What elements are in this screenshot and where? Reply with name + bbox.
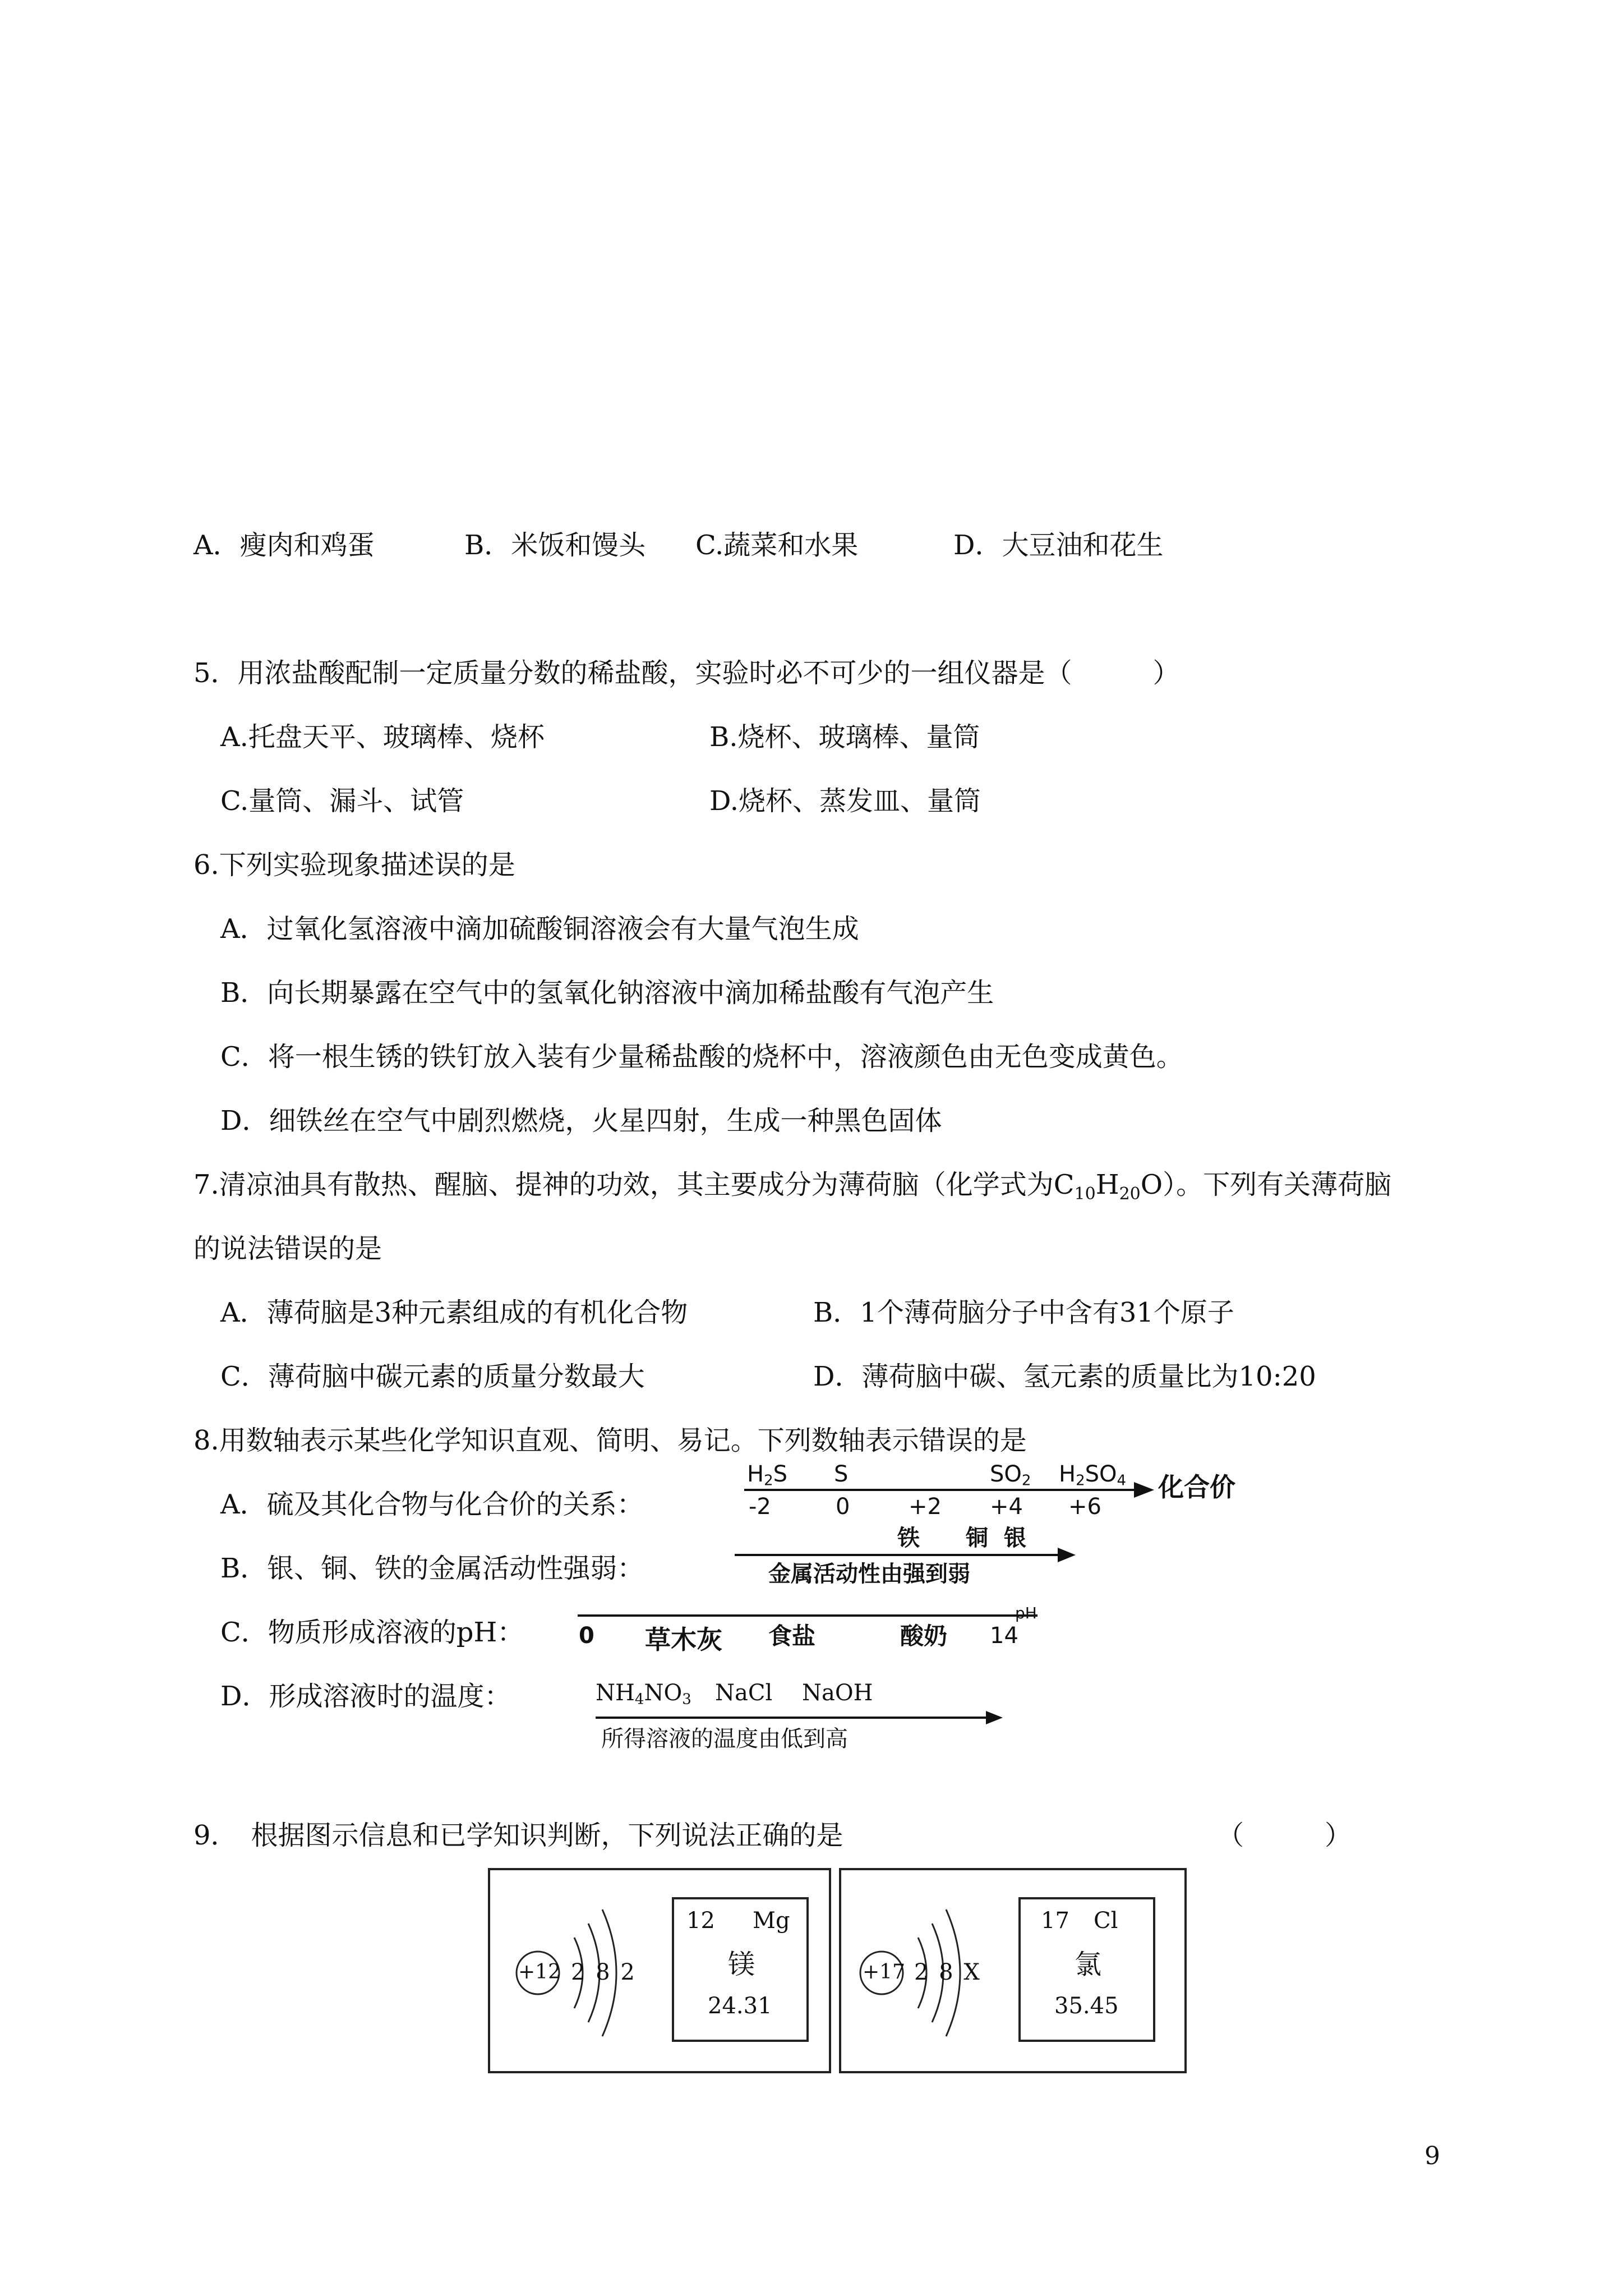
q7-option-c: C．薄荷脑中碳元素的质量分数最大 — [220, 1361, 645, 1392]
q8-option-c: C．物质形成溶液的pH： — [220, 1617, 524, 1648]
mg-figure — [488, 1868, 831, 2073]
q6-option-b: B．向长期暴露在空气中的氢氧化钠溶液中滴加稀盐酸有气泡产生 — [220, 977, 994, 1009]
cl-electron-shells: 2 8 X — [914, 1959, 980, 1985]
axis-b-line — [735, 1554, 1060, 1556]
axis-b-metal-fe: 铁 — [897, 1525, 920, 1551]
cl-element-card — [1018, 1897, 1155, 2042]
q7-stem-line2: 的说法错误的是 — [193, 1233, 382, 1264]
axis-d-line — [596, 1717, 988, 1719]
axis-c-item-salt: 食盐 — [768, 1622, 816, 1650]
axis-a-label: 化合价 — [1158, 1472, 1235, 1502]
q5-option-b: B.烧杯、玻璃棒、量筒 — [709, 721, 980, 753]
axis-b-arrowhead — [1058, 1548, 1076, 1562]
axis-a-arrowhead — [1134, 1482, 1154, 1498]
axis-d-arrowhead — [986, 1711, 1003, 1724]
axis-a-h2s: H2S — [747, 1461, 788, 1489]
axis-c-item-yogurt: 酸奶 — [900, 1622, 948, 1650]
q9-stem: 9． 根据图示信息和已学知识判断，下列说法正确的是 — [193, 1820, 843, 1851]
axis-b-label: 金属活动性由强到弱 — [768, 1561, 970, 1587]
mg-atomic-mass: 24.31 — [708, 1993, 772, 2019]
q7-stem: 7.清凉油具有散热、醒脑、提神的功效，其主要成分为薄荷脑（化学式为$C_{10}H_{20}O$）。下列有关薄荷脑 — [193, 1169, 1392, 1204]
q6-stem: 6.下列实验现象描述误的是 — [193, 849, 515, 881]
mg-symbol: Mg — [753, 1908, 790, 1934]
cl-atomic-mass: 35.45 — [1054, 1993, 1119, 2019]
q7-option-a: A．薄荷脑是3种元素组成的有机化合物 — [220, 1297, 688, 1328]
axis-a-num-2: +2 — [909, 1494, 942, 1520]
axis-a-s: S — [834, 1461, 849, 1487]
mg-element-card — [672, 1897, 809, 2042]
q8-stem: 8.用数轴表示某些化学知识直观、简明、易记。下列数轴表示错误的是 — [193, 1425, 1027, 1456]
cl-figure — [839, 1868, 1187, 2073]
q5-option-d: D.烧杯、蒸发皿、量筒 — [709, 785, 981, 817]
q9-answer-paren: （ ） — [1217, 1820, 1352, 1851]
page-number: 9 — [1424, 2142, 1440, 2170]
axis-b-metal-cu: 铜 — [966, 1525, 988, 1551]
axis-a-so2: SO2 — [990, 1461, 1031, 1489]
axis-d-item-nacl: NaCl — [715, 1680, 773, 1706]
axis-a-line — [744, 1489, 1137, 1491]
cl-nucleus-charge: +17 — [863, 1961, 905, 1984]
q5-option-c: C.量筒、漏斗、试管 — [220, 785, 464, 817]
axis-a-num-neg2: -2 — [749, 1494, 771, 1520]
axis-a-num-4: +4 — [990, 1494, 1023, 1520]
mg-electron-shells: 2 8 2 — [571, 1959, 635, 1985]
axis-a-num-6: +6 — [1068, 1494, 1101, 1520]
cl-atomic-number: 17 — [1041, 1908, 1069, 1934]
q4-option-b: B．米饭和馒头 — [464, 530, 646, 561]
axis-a-num-0: 0 — [836, 1494, 850, 1520]
axis-c-item-plantash: 草木灰 — [645, 1625, 722, 1655]
q8-option-b: B．银、铜、铁的金属活动性强弱： — [220, 1553, 644, 1584]
q4-option-a: A．瘦肉和鸡蛋 — [193, 530, 375, 561]
q4-option-d: D．大豆油和花生 — [953, 530, 1164, 561]
axis-c-line — [578, 1614, 1038, 1617]
cl-symbol: Cl — [1094, 1908, 1118, 1934]
q7-option-d: D．薄荷脑中碳、氢元素的质量比为10:20 — [813, 1361, 1316, 1392]
mg-atomic-number: 12 — [686, 1908, 715, 1934]
axis-d-item-nh4no3: NH4NO3 — [596, 1680, 691, 1708]
q5-stem: 5．用浓盐酸配制一定质量分数的稀盐酸，实验时必不可少的一组仪器是（ ） — [193, 657, 1180, 689]
mg-nucleus-charge: +12 — [518, 1961, 561, 1984]
q6-option-a: A．过氧化氢溶液中滴加硫酸铜溶液会有大量气泡生成 — [220, 913, 859, 945]
axis-c-start: 0 — [579, 1623, 594, 1649]
q6-option-d: D．细铁丝在空气中剧烈燃烧，火星四射，生成一种黑色固体 — [220, 1105, 942, 1137]
axis-d-item-naoh: NaOH — [802, 1680, 873, 1706]
q8-option-a: A．硫及其化合物与化合价的关系： — [220, 1489, 644, 1520]
axis-c-end: 14 — [990, 1623, 1018, 1649]
q5-option-a: A.托盘天平、玻璃棒、烧杯 — [220, 721, 545, 753]
q4-option-c: C.蔬菜和水果 — [695, 530, 859, 561]
q7-option-b: B．1个薄荷脑分子中含有31个原子 — [813, 1297, 1234, 1328]
q6-option-c: C．将一根生锈的铁钉放入装有少量稀盐酸的烧杯中，溶液颜色由无色变成黄色。 — [220, 1041, 1183, 1073]
axis-a-h2so4: H2SO4 — [1059, 1461, 1127, 1489]
axis-b-metal-ag: 银 — [1004, 1525, 1026, 1551]
q8-option-d: D．形成溶液时的温度： — [220, 1681, 511, 1712]
axis-c-unit: pH — [1015, 1604, 1037, 1622]
cl-name: 氯 — [1075, 1949, 1102, 1980]
axis-d-label: 所得溶液的温度由低到高 — [601, 1726, 848, 1752]
mg-name: 镁 — [728, 1949, 755, 1980]
